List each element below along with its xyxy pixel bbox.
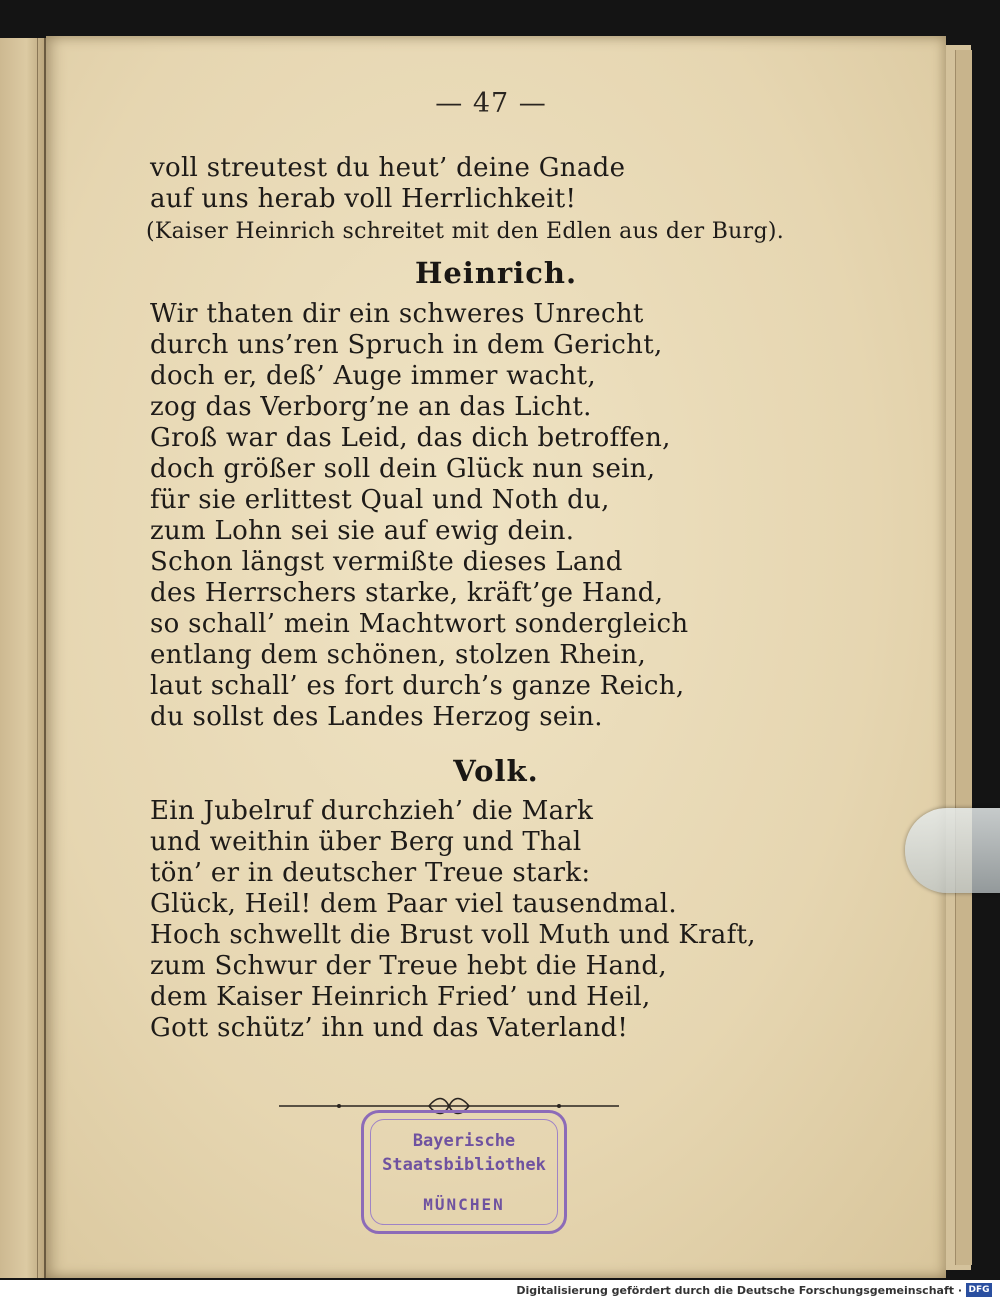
verse-line: zum Lohn sei sie auf ewig dein.: [150, 516, 575, 546]
section-heading: Heinrich.: [414, 256, 578, 290]
verse-line: zog das Verborg’ne an das Licht.: [150, 392, 592, 422]
verse-line: so schall’ mein Machtwort sondergleich: [150, 609, 689, 639]
verse-line: Wir thaten dir ein schweres Unrecht: [150, 299, 644, 329]
footer-bar: [0, 1280, 1000, 1300]
opening-line: auf uns herab voll Herrlichkeit!: [150, 184, 577, 214]
verse-line: Groß war das Leid, das dich betroffen,: [150, 423, 671, 453]
verse-line: laut schall’ es fort durch’s ganze Reich,: [150, 671, 685, 701]
verse-line: Glück, Heil! dem Paar viel tausendmal.: [150, 889, 677, 919]
verse-line: Gott schütz’ ihn und das Vaterland!: [150, 1013, 629, 1043]
stage-direction: (Kaiser Heinrich schreitet mit den Edlen aus der Burg).: [146, 219, 785, 244]
verse-line: tön’ er in deutscher Treue stark:: [150, 858, 591, 888]
library-stamp: [361, 1110, 567, 1234]
section-heading: Volk.: [453, 754, 539, 788]
verse-line: zum Schwur der Treue hebt die Hand,: [150, 951, 667, 981]
opening-line: voll streutest du heut’ deine Gnade: [150, 153, 626, 183]
page-stack-edge-inner: [955, 50, 972, 1265]
stamp-line: MÜNCHEN: [423, 1195, 505, 1214]
verse-line: für sie erlittest Qual und Noth du,: [150, 485, 610, 515]
book-page: [46, 36, 946, 1278]
stamp-line: Bayerische: [412, 1131, 516, 1151]
verse-line: doch er, deß’ Auge immer wacht,: [150, 361, 596, 391]
page-number: — 47 —: [435, 88, 547, 119]
verse-line: Ein Jubelruf durchzieh’ die Mark: [150, 796, 594, 826]
verse-line: durch uns’ren Spruch in dem Gericht,: [150, 330, 663, 360]
verse-line: und weithin über Berg und Thal: [150, 827, 582, 857]
verse-line: doch größer soll dein Glück nun sein,: [150, 454, 656, 484]
verse-line: du sollst des Landes Herzog sein.: [150, 702, 603, 732]
verse-line: Hoch schwellt die Brust voll Muth und Kraft,: [150, 920, 756, 950]
verse-line: Schon längst vermißte dieses Land: [150, 547, 623, 577]
left-page-edge: [0, 38, 46, 1278]
footer-credit: Digitalisierung gefördert durch die Deutsche Forschungsgemeinschaft ·: [516, 1284, 962, 1297]
stamp-line: Staatsbibliothek: [382, 1155, 546, 1175]
dfg-logo-icon[interactable]: DFG: [966, 1283, 992, 1297]
verse-line: des Herrschers starke, kräft’ge Hand,: [150, 578, 664, 608]
verse-line: dem Kaiser Heinrich Fried’ und Heil,: [150, 982, 651, 1012]
left-page-rule: [37, 38, 38, 1278]
verse-line: entlang dem schönen, stolzen Rhein,: [150, 640, 647, 670]
page-clip: [905, 808, 1000, 893]
